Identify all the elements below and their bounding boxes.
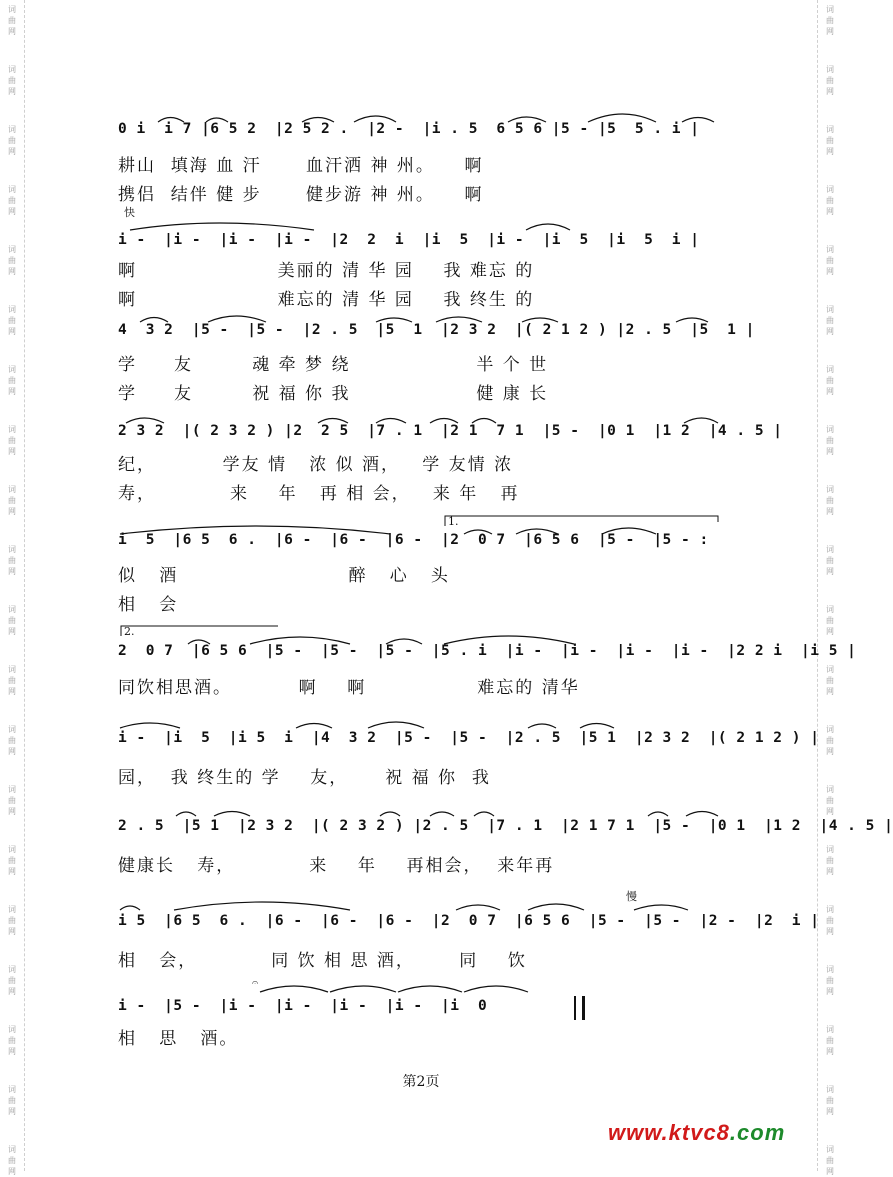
lyric-line: 啊 美丽的 清 华 园 我 难忘 的 xyxy=(118,261,535,281)
notation-line: 2 3 2 |( 2 3 2 ) |2 2 5 |7 . 1 |2 1 7 1 |5 - |0 1 |1 2 |4 . 5 | xyxy=(118,423,783,439)
watermark-text: 词 曲 网 xyxy=(826,185,834,216)
watermark-text: 词 曲 网 xyxy=(8,545,16,576)
lyric-line: 相 思 酒。 xyxy=(118,1029,239,1049)
volta-1: 1. xyxy=(448,515,459,528)
notation-line: i - |i - |i - |i - |2 2 i |i 5 |i - |i 5 |i 5 i | xyxy=(118,232,700,248)
watermark-text: 词 曲 网 xyxy=(826,365,834,396)
watermark-text: 词 曲 网 xyxy=(8,725,16,756)
site-logo-part2: c8 xyxy=(703,1120,730,1145)
watermark-text: 词 曲 网 xyxy=(826,65,834,96)
page-number: 第2页 xyxy=(402,1074,440,1090)
watermark-text: 词 曲 网 xyxy=(8,1025,16,1056)
watermark-text: 词 曲 网 xyxy=(8,1085,16,1116)
watermark-text: 词 曲 网 xyxy=(8,905,16,936)
notation-line: i - |5 - |i - |i - |i - |i - |i 0 xyxy=(118,998,497,1014)
watermark-text: 词 曲 网 xyxy=(826,665,834,696)
watermark-text: 词 曲 网 xyxy=(8,845,16,876)
watermark-text: 词 曲 网 xyxy=(826,1085,834,1116)
site-logo-part1: www.ktv xyxy=(608,1120,704,1145)
score-system xyxy=(118,514,733,614)
svg-text:𝄐: 𝄐 xyxy=(252,976,259,989)
final-barline xyxy=(574,996,585,1020)
watermark-text: 词 曲 网 xyxy=(8,365,16,396)
score-system xyxy=(118,116,733,211)
watermark-text: 词 曲 网 xyxy=(8,1145,16,1176)
tempo-mark-slow: 慢 xyxy=(626,890,637,903)
score-system xyxy=(118,318,755,413)
lyric-line: 相 会， 同 饮 相 思 酒， 同 饮 xyxy=(118,951,527,971)
watermark-text: 词 曲 网 xyxy=(826,785,834,816)
watermark-text: 词 曲 网 xyxy=(8,125,16,156)
watermark-text: 词 曲 网 xyxy=(826,845,834,876)
lyric-line: 携侣 结伴 健 步 健步游 神 州。 啊 xyxy=(118,185,484,205)
lyric-line: 园， 我 终生的 学 友， 祝 福 你 我 xyxy=(118,768,491,788)
watermark-text: 词 曲 网 xyxy=(826,605,834,636)
site-logo[interactable] xyxy=(608,1120,785,1146)
score-system xyxy=(118,976,733,1054)
watermark-text: 词 曲 网 xyxy=(826,965,834,996)
lyric-line: 啊 难忘的 清 华 园 我 终生 的 xyxy=(118,290,535,310)
right-watermark-strip xyxy=(817,0,842,1176)
watermark-text: 词 曲 网 xyxy=(826,1025,834,1056)
watermark-text: 词 曲 网 xyxy=(826,5,834,36)
watermark-text: 词 曲 网 xyxy=(8,485,16,516)
watermark-text: 词 曲 网 xyxy=(826,1145,834,1176)
site-logo-part3: .com xyxy=(729,1120,786,1145)
watermark-text: 词 曲 网 xyxy=(8,965,16,996)
score-system xyxy=(118,888,820,978)
notation-line: i 5 |6 5 6 . |6 - |6 - |6 - |2 0 7 |6 5 6 |5 - |5 - |2 - |2 i | xyxy=(118,913,820,929)
watermark-text: 词 曲 网 xyxy=(826,485,834,516)
lyric-line: 寿， 来 年 再 相 会， 来 年 再 xyxy=(118,484,520,504)
notation-line: i 5 |6 5 6 . |6 - |6 - |6 - |2 0 7 |6 5 6 |5 - |5 - : xyxy=(118,532,709,548)
watermark-text: 词 曲 网 xyxy=(8,425,16,456)
watermark-text: 词 曲 网 xyxy=(826,125,834,156)
score-system xyxy=(118,418,783,508)
watermark-text: 词 曲 网 xyxy=(826,905,834,936)
lyric-line: 纪， 学友 情 浓 似 酒， 学 友情 浓 xyxy=(118,455,514,475)
watermark-text: 词 曲 网 xyxy=(8,185,16,216)
watermark-text: 词 曲 网 xyxy=(8,605,16,636)
score-system xyxy=(118,202,733,312)
lyric-line: 健康长 寿， 来 年 再相会， 来年再 xyxy=(118,856,555,876)
score-system xyxy=(118,724,820,794)
lyric-line: 似 酒 醉 心 头 xyxy=(118,566,450,586)
watermark-text: 词 曲 网 xyxy=(8,5,16,36)
notation-line: 0 i i 7 |6 5 2 |2 5 2 . |2 - |i . 5 6 5 6 |5 - |5 5 . i | xyxy=(118,121,700,137)
notation-line: 4 3 2 |5 - |5 - |2 . 5 |5 1 |2 3 2 |( 2 1 2 ) |2 . 5 |5 1 | xyxy=(118,322,755,338)
lyric-line: 同饮相思酒。 啊 啊 难忘的 清华 xyxy=(118,678,580,698)
notation-line: 2 . 5 |5 1 |2 3 2 |( 2 3 2 ) |2 . 5 |7 . 1 |2 1 7 1 |5 - |0 1 |1 2 |4 . 5 | xyxy=(118,818,893,834)
watermark-text: 词 曲 网 xyxy=(8,245,16,276)
watermark-text: 词 曲 网 xyxy=(8,65,16,96)
left-watermark-strip xyxy=(0,0,25,1176)
lyric-line: 学 友 魂 牵 梦 绕 半 个 世 xyxy=(118,355,549,375)
watermark-text: 词 曲 网 xyxy=(8,305,16,336)
lyric-line: 耕山 填海 血 汗 血汗洒 神 州。 啊 xyxy=(118,156,484,176)
watermark-text: 词 曲 网 xyxy=(826,545,834,576)
lyric-line: 相 会 xyxy=(118,595,179,615)
notation-line: i - |i 5 |i 5 i |4 3 2 |5 - |5 - |2 . 5 |5 1 |2 3 2 |( 2 1 2 ) | xyxy=(118,730,820,746)
tempo-mark: 快 xyxy=(124,206,135,219)
lyric-line: 学 友 祝 福 你 我 健 康 长 xyxy=(118,384,549,404)
notation-line: 2 0 7 |6 5 6 |5 - |5 - |5 - |5 . i |i - |i - |i - |i - |2 2 i |i 5 | xyxy=(118,643,857,659)
watermark-text: 词 曲 网 xyxy=(826,245,834,276)
watermark-text: 词 曲 网 xyxy=(826,725,834,756)
volta-2: 2. xyxy=(124,625,135,638)
watermark-text: 词 曲 网 xyxy=(8,785,16,816)
watermark-text: 词 曲 网 xyxy=(826,425,834,456)
watermark-text: 词 曲 网 xyxy=(8,665,16,696)
watermark-text: 词 曲 网 xyxy=(826,305,834,336)
